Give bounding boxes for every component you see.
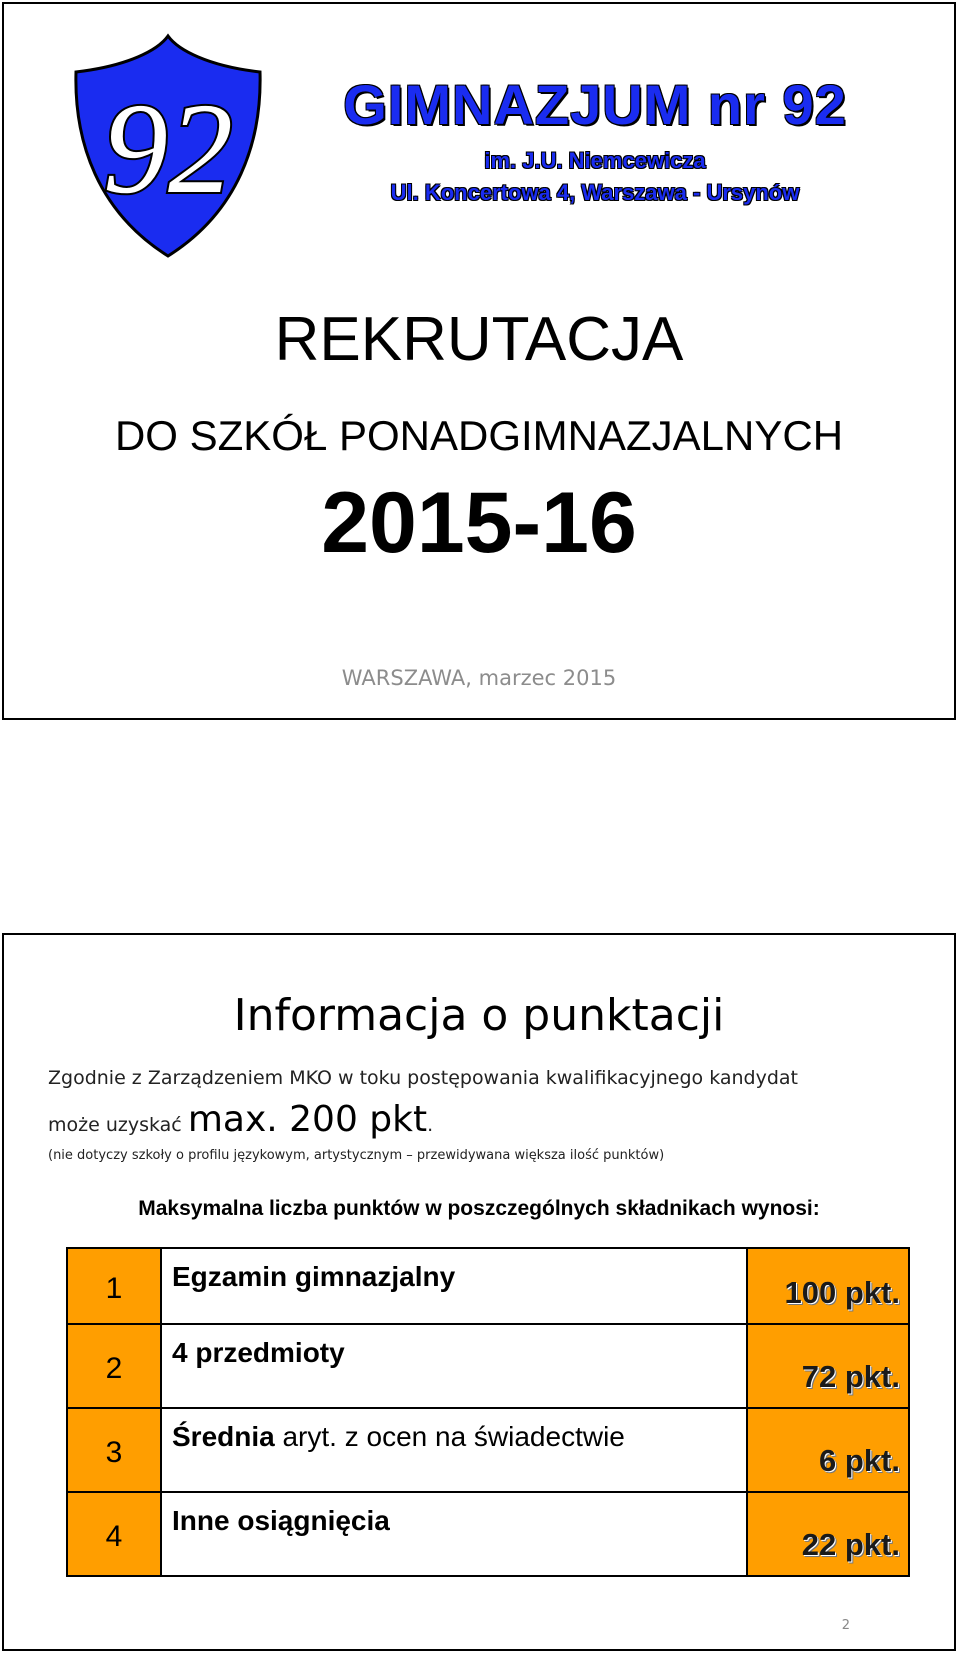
row-number: 2 [68, 1325, 162, 1407]
regulation-text: Zgodnie z Zarządzeniem MKO w toku postępowania kwalifikacyjnego kandydat [48, 1067, 799, 1089]
max-points-text [48, 1099, 433, 1140]
row-label: Inne osiągnięcia [162, 1493, 748, 1575]
row-label-bold: Średnia [172, 1421, 275, 1452]
row-label [162, 1409, 748, 1491]
row-points: 22 pkt. [748, 1493, 908, 1575]
table-row [68, 1407, 908, 1491]
row-number: 1 [68, 1249, 162, 1323]
row-label: Egzamin gimnazjalny [162, 1249, 748, 1323]
place-date: WARSZAWA, marzec 2015 [341, 666, 617, 690]
slide-subheading: DO SZKÓŁ PONADGIMNAZJALNYCH [114, 412, 844, 459]
max-points-value: max. 200 pkt [187, 1099, 428, 1140]
school-shield-logo [68, 32, 268, 260]
slide-heading: REKRUTACJA [274, 305, 684, 374]
logo-number: 92 [103, 77, 233, 221]
school-year: 2015-16 [321, 475, 637, 571]
max-points-prefix: może uzyskać [48, 1114, 182, 1136]
row-label-rest: aryt. z ocen na świadectwie [274, 1421, 625, 1452]
row-number: 3 [68, 1409, 162, 1491]
slide-title: Informacja o punktacji [233, 990, 725, 1041]
table-row [68, 1491, 908, 1575]
points-table [66, 1247, 910, 1577]
max-points-suffix: . [427, 1114, 434, 1136]
school-patron: im. J.U. Niemcewicza [484, 148, 706, 173]
page-number: 2 [841, 1618, 850, 1633]
row-number: 4 [68, 1493, 162, 1575]
row-points: 6 pkt. [748, 1409, 908, 1491]
table-row [68, 1323, 908, 1407]
points-slide [2, 933, 956, 1651]
school-address: Ul. Koncertowa 4, Warszawa - Ursynów [390, 180, 800, 205]
row-label: 4 przedmioty [162, 1325, 748, 1407]
school-name: GIMNAZJUM nr 92 [343, 73, 847, 136]
exception-note: (nie dotyczy szkoły o profilu językowym, artystycznym – przewidywana większa ilość punktów) [48, 1148, 665, 1163]
title-slide [2, 2, 956, 720]
row-points: 72 pkt. [748, 1325, 908, 1407]
table-caption: Maksymalna liczba punktów w poszczególnych składnikach wynosi: [138, 1197, 820, 1220]
row-points: 100 pkt. [748, 1249, 908, 1323]
table-row [68, 1249, 908, 1323]
